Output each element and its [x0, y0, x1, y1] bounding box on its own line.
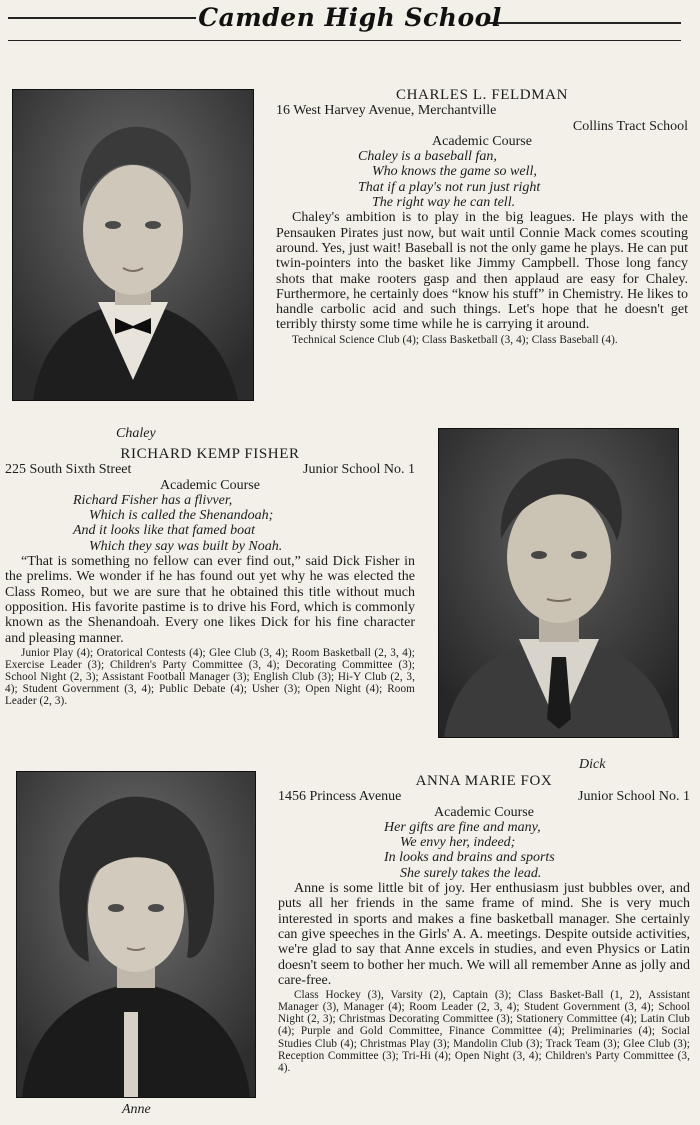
student-course: Academic Course [160, 477, 260, 493]
student-photo-fisher [438, 428, 679, 738]
page-title: Camden High School [198, 3, 502, 32]
student-activities: Technical Science Club (4); Class Basketball (3, 4); Class Baseball (4). [292, 333, 618, 346]
student-photo-feldman [12, 89, 254, 401]
poem-line: The right way he can tell. [372, 195, 516, 211]
portrait-girl-icon [17, 772, 255, 1097]
student-address: 225 South Sixth Street [5, 462, 132, 478]
student-photo-fox [16, 771, 256, 1098]
header-rule-bottom [8, 40, 681, 41]
poem-line: We envy her, indeed; [400, 835, 516, 851]
student-name: ANNA MARIE FOX [415, 773, 553, 789]
portrait-boy-icon [13, 90, 253, 400]
student-poem [278, 820, 690, 881]
student-nickname: Dick [579, 757, 606, 772]
student-nickname: Anne [122, 1102, 151, 1117]
student-school: Junior School No. 1 [303, 462, 415, 478]
portrait-boy-icon [439, 429, 678, 737]
poem-line: Which they say was built by Noah. [89, 538, 283, 554]
student-bio: Chaley's ambition is to play in the big leagues. He plays with the Pensauken Pirates just now, but wait until Connie Mack comes scouting around. Yes, just wait! Baseball is not the only game he plays. He can put twin-pointers into the basket like Jimmy Campbell. Those long fancy shots that make rooters gasp and then applaud are easy for Chaley. Furthermore, he certainly does “know his stuff” in Chemistry. He likes to handle carbolic acid and such things. Let's hope that he doesn't get terribly thirsty some time while he is carrying it around. [276, 210, 688, 333]
student-activities: Class Hockey (3), Varsity (2), Captain (3); Class Basket-Ball (1, 2), Assistant Manager (3), Manager (4); Room Leader (2, 3, 4); Student Government (3, 4); School Night (2, 3); Christmas Decorating Committee (3); Stationery Committee (4); Latin Club (4); Purple and Gold Committee, Finance Committee (4); Preliminaries (4); Social Studies Club (4); Christmas Play (3); Mandolin Club (3); Track Team (3); Glee Club (3); Reception Committee (3); Tri-Hi (4); Open Night (3, 4); Children's Party Committee (3, 4). [278, 989, 690, 1074]
poem-line: Richard Fisher has a flivver, [73, 492, 233, 508]
student-poem [5, 493, 415, 554]
student-course: Academic Course [432, 133, 532, 149]
student-nickname: Chaley [116, 426, 156, 441]
student-school: Junior School No. 1 [578, 789, 690, 805]
student-block-fisher [5, 447, 415, 707]
poem-line: Chaley is a baseball fan, [358, 149, 497, 165]
student-bio: “That is something no fellow can ever find out,” said Dick Fisher in the prelims. We wonder if he has found out yet why he was elected the Class Romeo, but we are sure that he obtained this title without much opposition. His favorite pastime is to drive his Ford, which is commonly known as the Shenandoah. Every one likes Dick for his fine character and pleasing manner. [5, 554, 415, 646]
poem-line: Which is called the Shenandoah; [89, 508, 274, 524]
student-address: 16 West Harvey Avenue, Merchantville [276, 103, 497, 119]
student-name: CHARLES L. FELDMAN [395, 87, 569, 103]
student-school: Collins Tract School [572, 118, 688, 134]
student-address: 1456 Princess Avenue [278, 789, 402, 805]
student-activities: Junior Play (4); Oratorical Contests (4); Glee Club (3, 4); Room Basketball (2, 3, 4); Exercise Leader (3); Children's Party Committee (3, 4); Decorating Committee (3); School Night (2, 3); Assistant Football Manager (3); English Club (3); Hi-Y Club (2, 3, 4); Student Government (3, 4); Public Debate (4); Usher (3); Open Night (4); Room Leader (2, 3). [5, 646, 415, 708]
poem-line: That if a play's not run just right [358, 179, 541, 195]
student-address-row [5, 462, 415, 477]
student-block-feldman [276, 88, 688, 346]
poem-line: Who knows the game so well, [372, 164, 537, 180]
student-name: RICHARD KEMP FISHER [120, 446, 300, 462]
student-bio: Anne is some little bit of joy. Her enthusiasm just bubbles over, and puts all her friends in the same frame of mind. She is very much interested in sports and makes a fine basketball manager. She certainly can give speeches in the Girls' A. A. meetings. Despite outside activities, we're glad to say that Anne excels in studies, and even Physics or Latin doesn't seem to bother her much. We will all remember Anne as jolly and care-free. [278, 881, 690, 988]
poem-line: And it looks like that famed boat [73, 523, 255, 539]
student-block-fox [278, 774, 690, 1074]
student-course: Academic Course [434, 804, 534, 820]
poem-line: In looks and brains and sports [384, 850, 555, 866]
poem-line: She surely takes the lead. [400, 865, 542, 881]
poem-line: Her gifts are fine and many, [384, 819, 541, 835]
student-address-row [278, 789, 690, 804]
student-poem [276, 149, 688, 210]
